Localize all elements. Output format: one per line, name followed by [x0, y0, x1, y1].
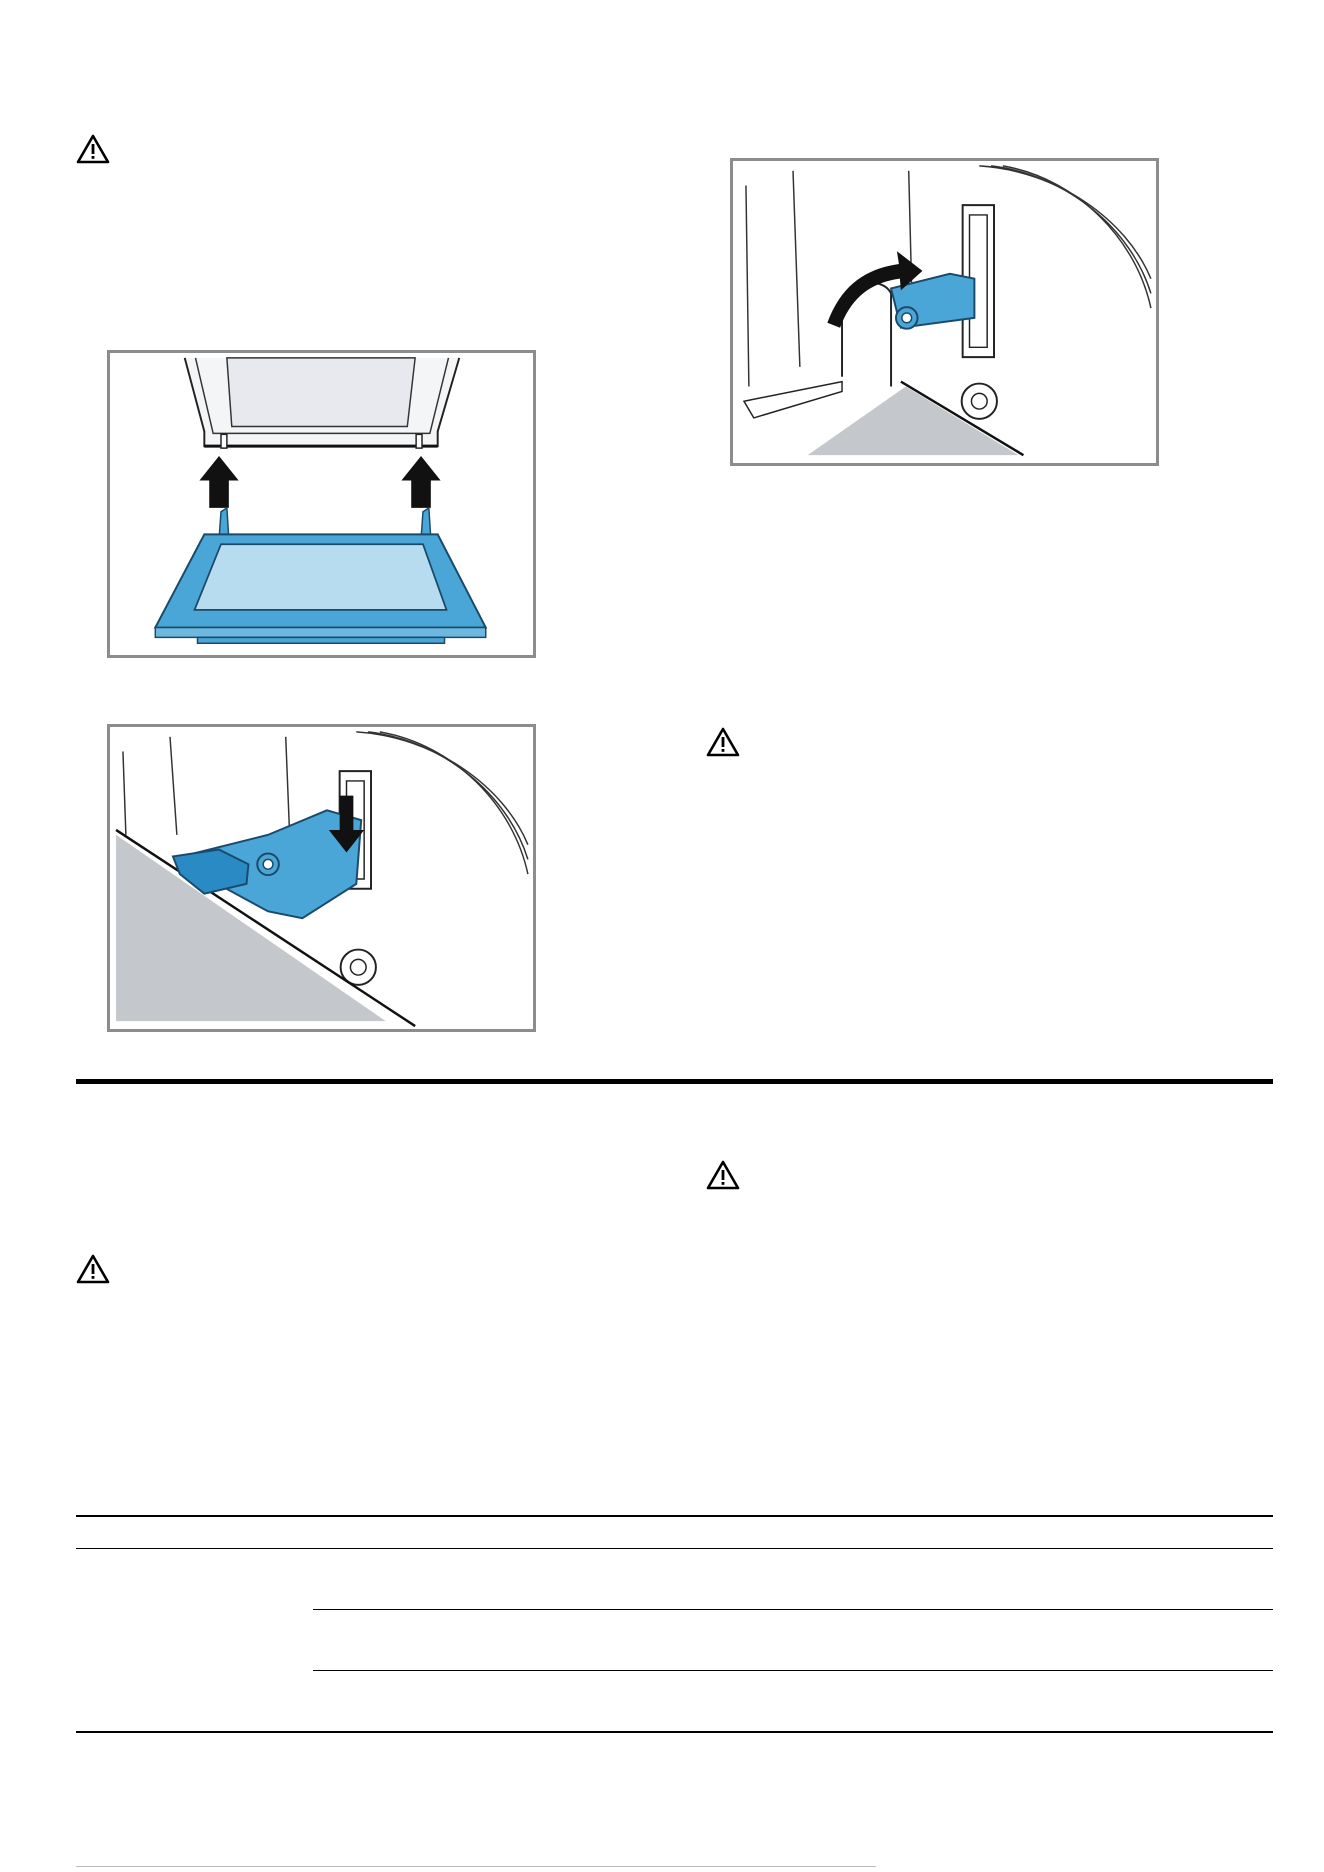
table-top-rule	[76, 1515, 1273, 1517]
warning-triangle-icon	[706, 1160, 740, 1190]
figure-hinge-lever-up	[730, 158, 1159, 466]
figure-door-on-hinges	[107, 350, 536, 658]
warning-triangle-icon	[76, 1254, 110, 1284]
table-header-rule	[76, 1548, 1273, 1549]
section-divider	[76, 1079, 1273, 1084]
table-bottom-rule	[76, 1731, 1273, 1733]
figure-hinge-lever-down	[107, 724, 536, 1032]
footer-line	[76, 1866, 876, 1867]
warning-triangle-icon	[76, 134, 110, 164]
table-row-rule	[313, 1609, 1273, 1610]
table-row-rule	[313, 1670, 1273, 1671]
warning-triangle-icon	[706, 727, 740, 757]
